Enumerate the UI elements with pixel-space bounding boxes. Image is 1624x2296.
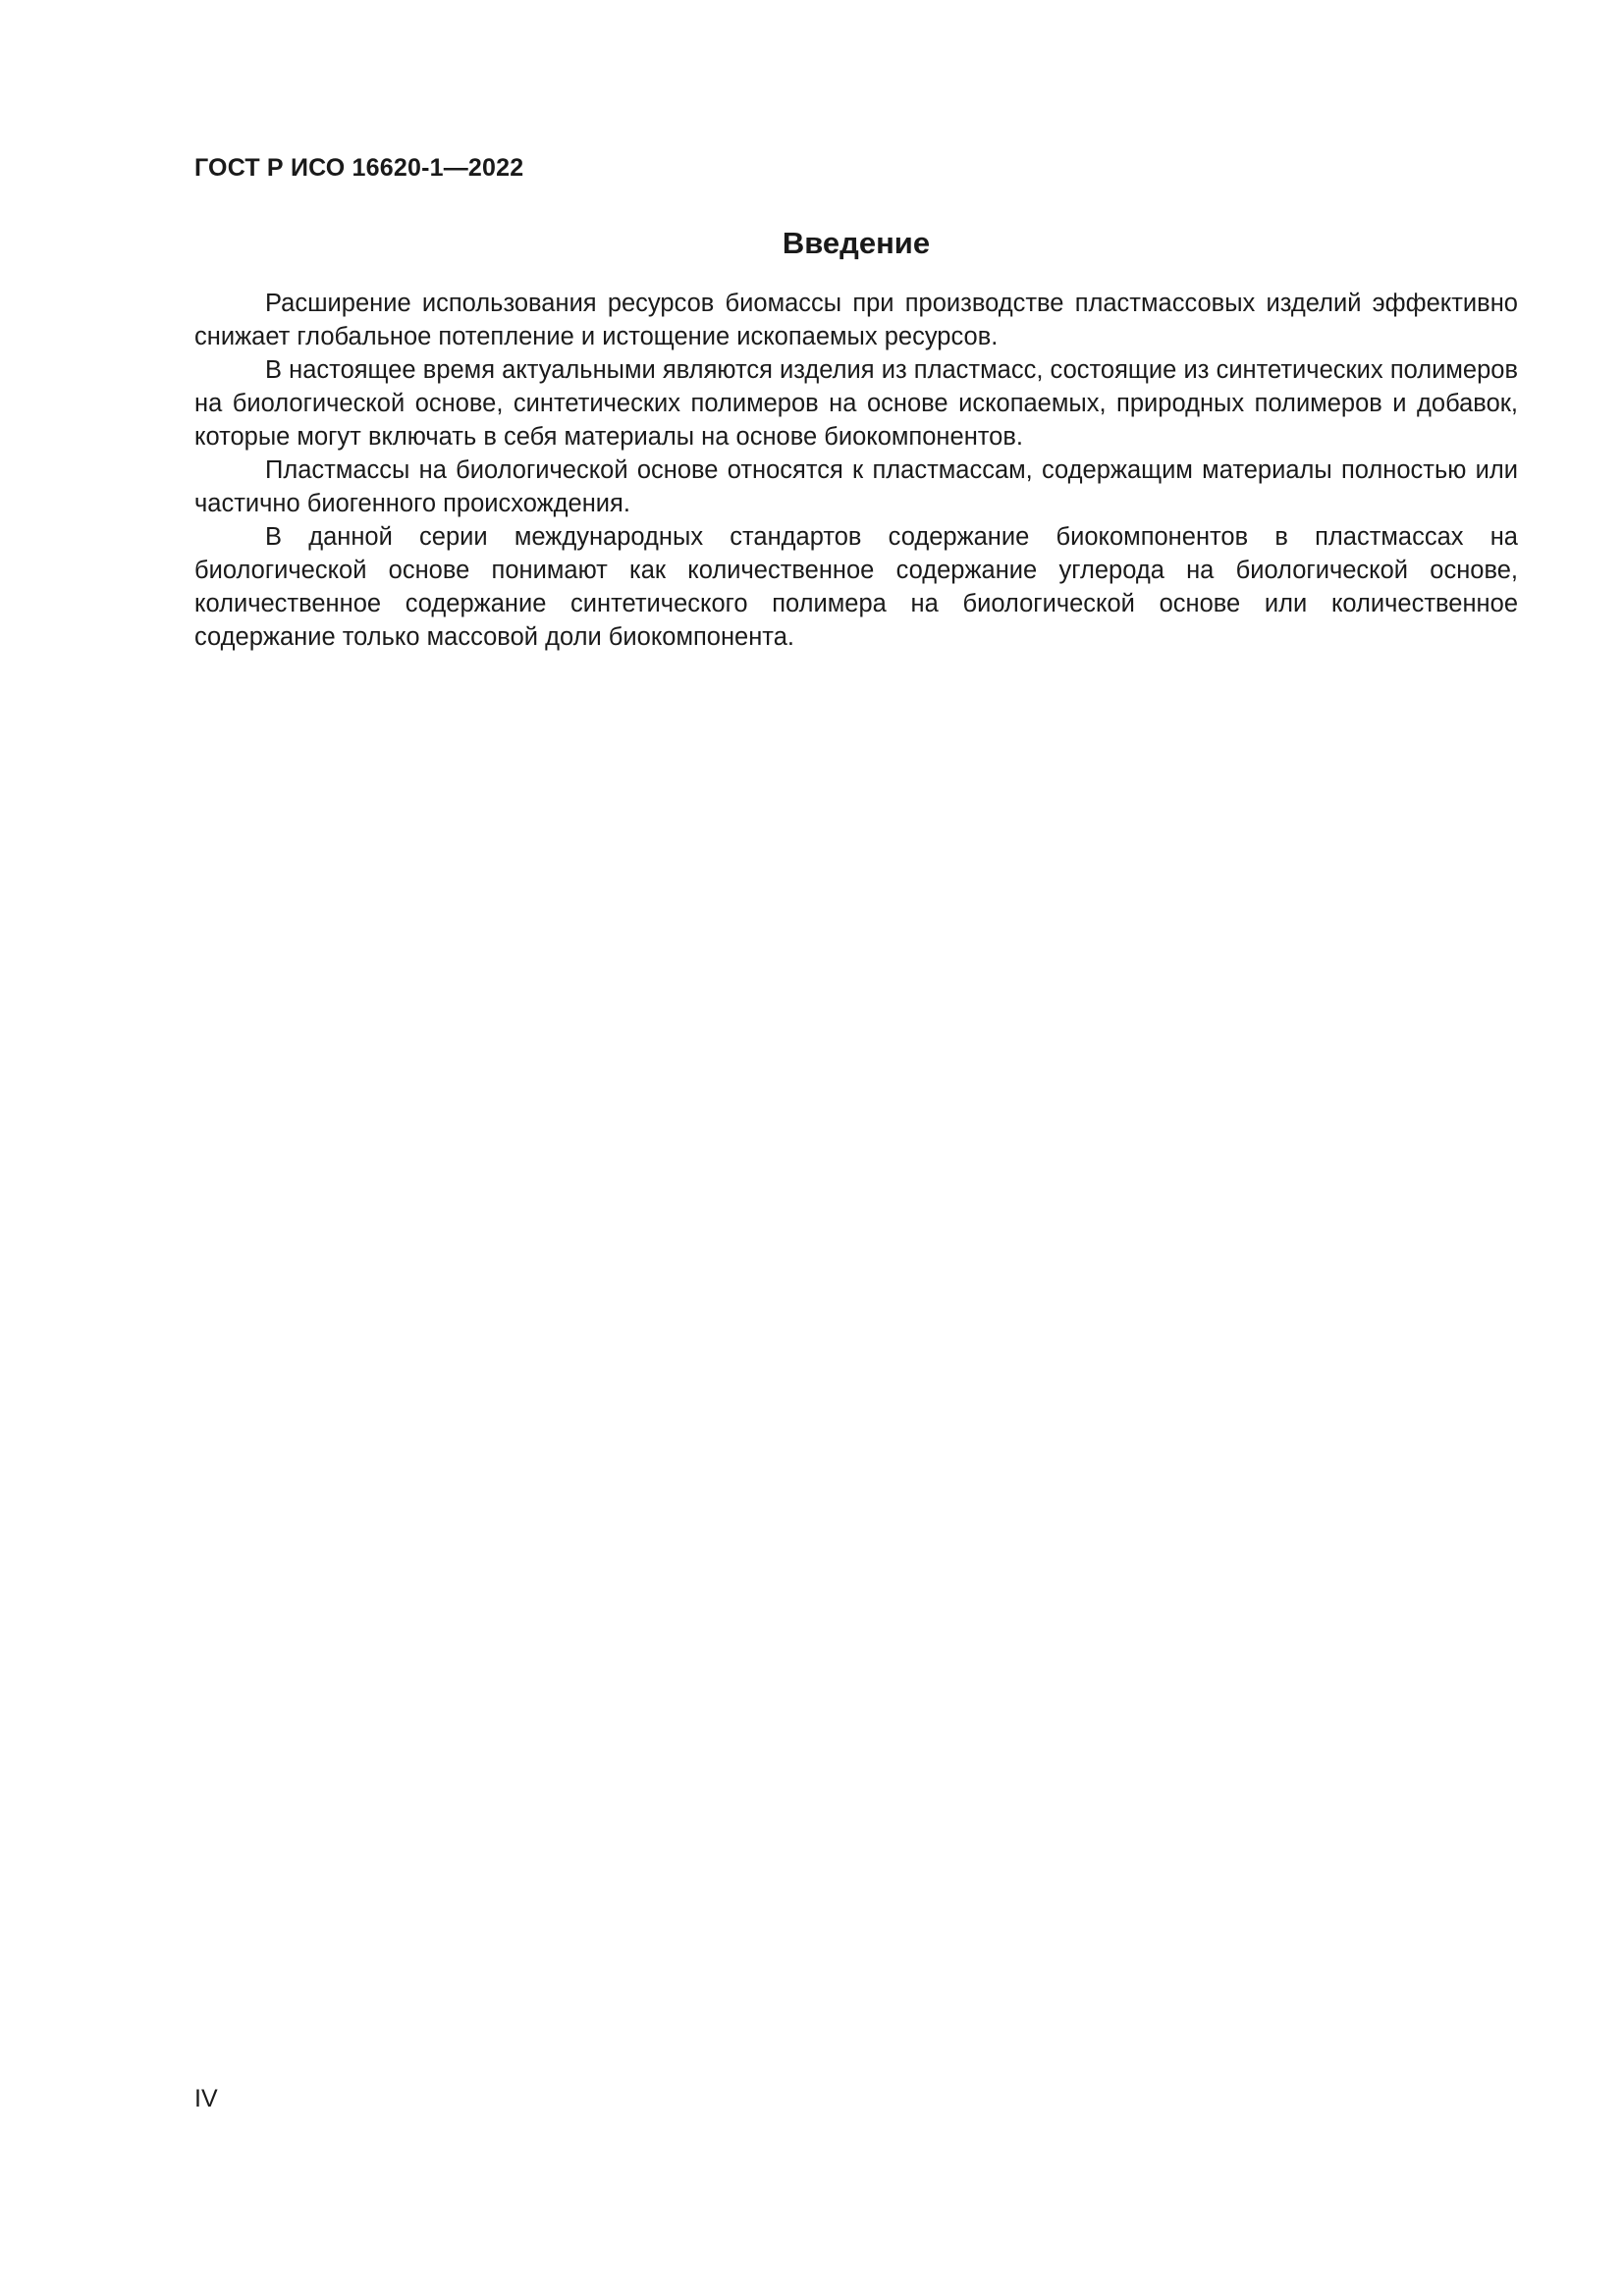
introduction-body xyxy=(194,287,1518,654)
paragraph: В данной серии международных стандартов содержание биокомпонентов в пластмассах на биологической основе понимают как количественное содержание углерода на биологической основе, количественное содержание синтетического полимера на биологической основе или количественное содержание только массовой доли биокомпонента. xyxy=(194,523,1518,651)
document-code: ГОСТ Р ИСО 16620-1—2022 xyxy=(194,154,524,182)
section-title: Введение xyxy=(782,226,931,260)
page-number: IV xyxy=(194,2085,218,2112)
paragraph: В настоящее время актуальными являются изделия из пластмасс, состоящие из синтетических полимеров на биологической основе, синтетических полимеров на основе ископаемых, природных полимеров и добавок, которые могут включать в себя материалы на основе биокомпонентов. xyxy=(194,356,1518,451)
paragraph: Пластмассы на биологической основе относятся к пластмассам, содержащим материалы полностью или частично биогенного происхождения. xyxy=(194,456,1518,517)
paragraph: Расширение использования ресурсов биомассы при производстве пластмассовых изделий эффективно снижает глобальное потепление и истощение ископаемых ресурсов. xyxy=(194,290,1518,350)
